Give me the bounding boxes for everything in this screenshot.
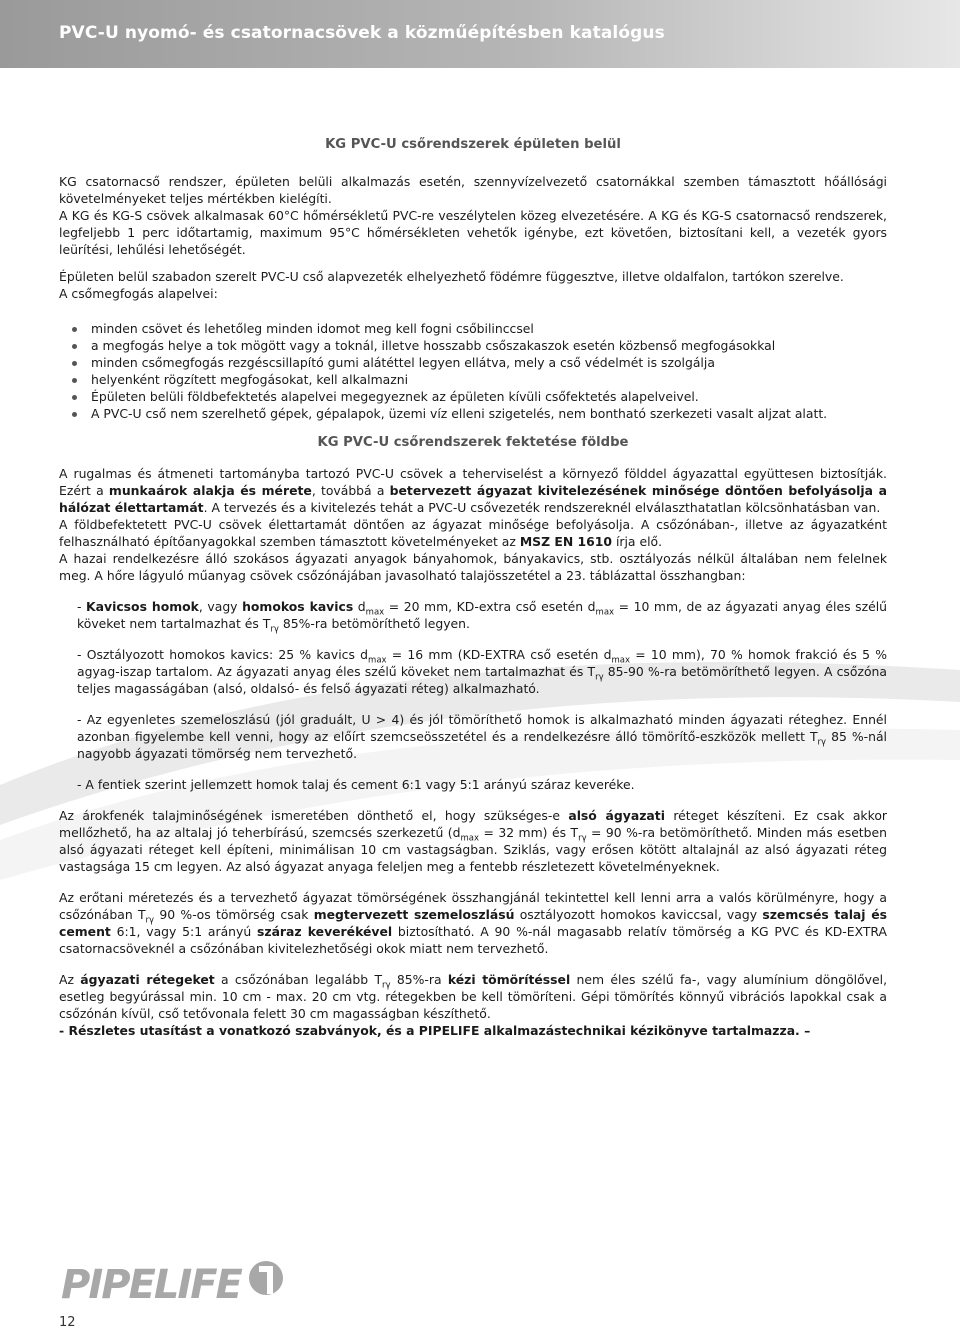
paragraph: Az erőtani méretezés és a tervezhető ágyazat tömörségének összhangjánál tekintettel kell lenni arra a valós körülményre, hogy a csőzónában $T_{r\gamma}$ 90 %-os tömörség csak megtervezett szemeloszlású osztályozott homokos kaviccsal, vagy szemcsés talaj és cement 6:1, vagy 5:1 arányú száraz keverékével biztosítható. A 90 %-nál magasabb relatív tömörség a KG PVC és KD-EXTRA csatornacsöveknél a csőzónában kivitelezhetőségi okok miatt nem tervezhető. bbox=[59, 890, 887, 956]
main-content bbox=[59, 136, 887, 1039]
paragraph: A földbefektetett PVC-U csövek élettartamát döntően az ágyazat minősége befolyásolja. A csőzónában-, illetve az ágyazatként felhasználható építőanyagokkal szemben támasztott követelményeket az MSZ EN 1610 írja elő. bbox=[59, 517, 887, 549]
list-item: - A fentiek szerint jellemzett homok talaj és cement 6:1 vagy 5:1 arányú száraz keveréke. bbox=[77, 777, 635, 792]
list-item: - Osztályozott homokos kavics: 25 % kavics $d_{max} = 16$ mm (KD-EXTRA cső esetén $d_{max} = 10$ mm), 70 % homok frakció és 5 % agyag-iszap tartalom. Az ágyazati anyag éles szélű köveket nem tartalmazhat és $T_{r\gamma}$ 85-90 %-ra betömöríthető legyen. A csőzóna teljes magasságában (alsó, oldalsó- és felső ágyazati réteg) alkalmazható. bbox=[77, 647, 888, 696]
mounting-principles-list bbox=[59, 320, 887, 422]
paragraph: A hazai rendelkezésre álló szokásos ágyazati anyagok bányahomok, bányakavics, stb. osztályozás nélkül általában nem felelnek meg. A hőre lágyuló műanyag csövek csőzónájában javasolható talajösszetétel a 23. táblázattal összhangban: bbox=[59, 551, 887, 583]
section-title-indoor: KG PVC-U csőrendszerek épületen belül bbox=[325, 137, 621, 152]
pipelife-logo bbox=[59, 1258, 289, 1304]
list-item: - Kavicsos homok, vagy homokos kavics $d_{max} = 20$ mm, KD-extra cső esetén $d_{max} = 10$ mm, de az ágyazati anyag éles szélű köveket nem tartalmazhat és $T_{r\gamma}$ 85%-ra betömöríthető legyen. bbox=[77, 599, 887, 635]
paragraph: KG csatornacső rendszer, épületen belüli alkalmazás esetén, szennyvízelvezető csatornákkal szemben támasztott hőállósági követelményeket teljes mértékben kielégíti. bbox=[59, 174, 887, 206]
header-title: PVC-U nyomó- és csatornacsövek a közműépítésben katalógus bbox=[59, 23, 665, 43]
paragraph: A csőmegfogás alapelvei: bbox=[59, 286, 218, 301]
paragraph: A KG és KG-S csövek alkalmasak 60°C hőmérsékletű PVC-re veszélytelen közeg elvezetésére. A KG és KG-S csatornacső rendszerek, legfeljebb 1 perc időtartamig, maximum 95°C hőmérsékleten vehetők igénybe, ezt követően, biztosítani kell, a vezeték gyors leürítési, lehűlési lehetőségét. bbox=[59, 208, 887, 257]
section-title-underground: KG PVC-U csőrendszerek fektetése földbe bbox=[317, 435, 629, 450]
logo-text: PIPELIFE bbox=[61, 1262, 241, 1304]
list-item: minden csőmegfogás rezgéscsillapító gumi alátéttel legyen ellátva, mely a cső védelmét is szolgálja bbox=[59, 354, 887, 371]
list-item: Épületen belüli földbefektetés alapelvei megegyeznek az épületen kívüli csőfektetés alapelveivel. bbox=[59, 388, 887, 405]
page-number: 12 bbox=[59, 1315, 76, 1330]
list-item: helyenként rögzített megfogásokat, kell alkalmazni bbox=[59, 371, 887, 388]
list-item: minden csövet és lehetőleg minden idomot meg kell fogni csőbilinccsel bbox=[59, 320, 887, 337]
paragraph: Épületen belül szabadon szerelt PVC-U cső alapvezeték elhelyezhető födémre függesztve, illetve oldalfalon, tartókon szerelve. bbox=[59, 269, 844, 284]
list-item: A PVC-U cső nem szerelhető gépek, gépalapok, üzemi víz elleni szigetelés, nem bontható szerkezeti vasalt aljzat alatt. bbox=[59, 405, 887, 422]
page-header bbox=[0, 0, 960, 68]
paragraph: Az ágyazati rétegeket a csőzónában legalább $T_{r\gamma}$ 85%-ra kézi tömörítéssel nem éles szélű fa-, vagy alumínium döngölővel, esetleg begyúrással min. 10 cm - max. 20 cm vtg. rétegekben be kell tömöríteni. Gépi tömörítés könnyű vibrációs lapokkal csak a csőzónán kívül, cső tetővonala felett 30 cm magasságban készíthető. bbox=[59, 972, 888, 1021]
paragraph: Az árokfenék talajminőségének ismeretében dönthető el, hogy szükséges-e alsó ágyazati réteget készíteni. Ez csak akkor mellőzhető, ha az altalaj jó teherbírású, szemcsés szerkezetű ($d_{max} = 32$ mm) és $T_{r\gamma} = 90$ %-ra betömöríthető. Minden más esetben alsó ágyazati réteget kell építeni, minimálisan 10 cm vastagságban. Sziklás, vagy erősen kötött altalajnál az alsó ágyazati réteg vastagsága 15 cm legyen. Az alsó ágyazat anyaga feleljen meg a fentebb részletezett követelményeknek. bbox=[59, 808, 888, 874]
list-item: - Az egyenletes szemeloszlású (jól graduált, U > 4) és jól tömöríthető homok is alkalmazható minden ágyazati réteghez. Ennél azonban figyelembe kell venni, hogy az előírt szemcseösszetétel és a rendelkezésre álló tömörítő-eszközök mellett $T_{r\gamma}$ 85 %-nál nagyobb ágyazati tömörség nem tervezhető. bbox=[77, 712, 887, 761]
list-item: a megfogás helye a tok mögött vagy a toknál, illetve hosszabb csőszakaszok esetén közbenső megfogásokkal bbox=[59, 337, 887, 354]
paragraph: A rugalmas és átmeneti tartományba tartozó PVC-U csövek a teherviselést a környező földdel ágyazattal együttesen biztosítják. Ezért a munkaárok alakja és mérete, továbbá a betervezett ágyazat kivitelezésének minősége döntően befolyásolja a hálózat élettartamát. A tervezés és a kivitelezés tehát a PVC-U csővezeték rendszereknél elválaszthatatlan kölcsönhatásban van. bbox=[59, 466, 887, 515]
closing-note: - Részletes utasítást a vonatkozó szabványok, és a PIPELIFE alkalmazástechnikai kézikönyve tartalmazza. – bbox=[59, 1023, 811, 1038]
